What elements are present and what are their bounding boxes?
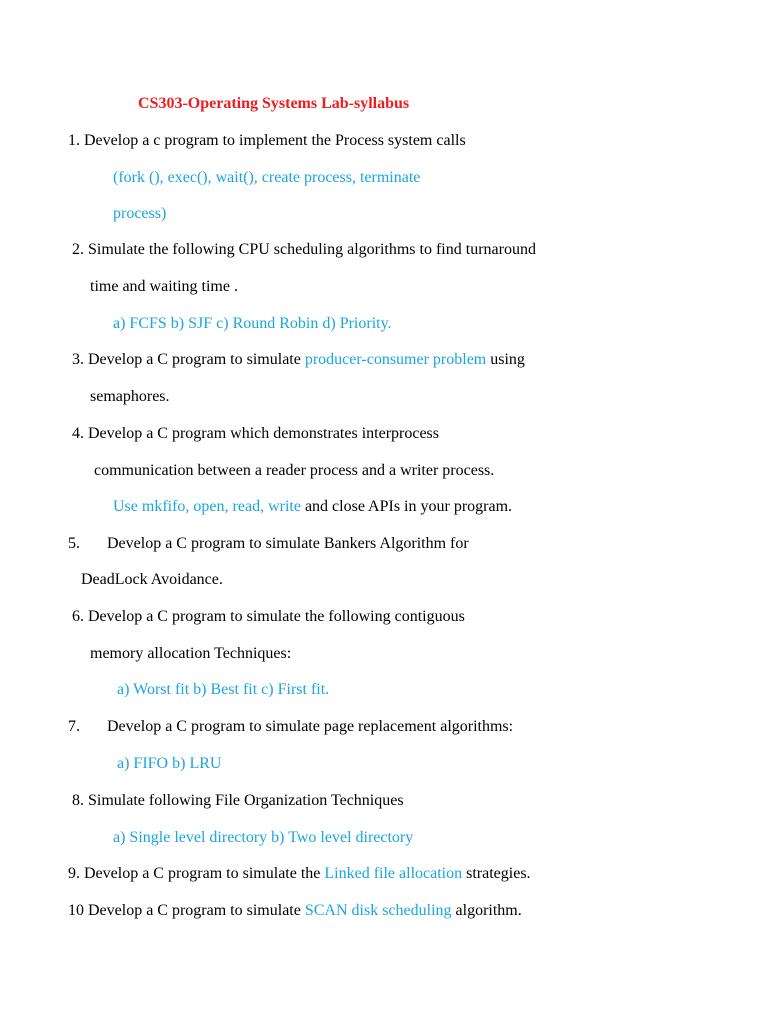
item-3-text-pre: 3. Develop a C program to simulate	[72, 351, 305, 368]
item-10-highlight: SCAN disk scheduling	[304, 902, 452, 919]
item-4-line-1: 4. Develop a C program which demonstrates interprocess	[72, 425, 440, 442]
item-4-line-2: communication between a reader process and a writer process.	[94, 462, 495, 479]
item-7-text: Develop a C program to simulate page replacement algorithms:	[107, 718, 514, 735]
item-10-text-post: algorithm.	[451, 902, 522, 919]
page-title: CS303-Operating Systems Lab-syllabus	[138, 95, 410, 112]
item-8-highlight: a) Single level directory b) Two level directory	[113, 829, 414, 846]
item-5-number: 5.	[68, 535, 80, 552]
item-3-line-2: semaphores.	[90, 388, 170, 405]
item-1-text: 1. Develop a c program to implement the Process system calls	[68, 132, 466, 149]
item-4-text-post: and close APIs in your program.	[300, 498, 513, 515]
item-8-line-1: 8. Simulate following File Organization Techniques	[72, 792, 404, 809]
item-10-text-pre: 10 Develop a C program to simulate	[68, 902, 305, 919]
item-3-line-1	[72, 350, 525, 370]
item-4-highlight: Use mkfifo, open, read, write	[113, 498, 301, 515]
item-7-highlight: a) FIFO b) LRU	[117, 755, 222, 772]
item-3-highlight: producer-consumer problem	[304, 351, 487, 368]
item-4-line-3	[113, 497, 512, 517]
item-10-line	[68, 901, 522, 921]
item-9-line	[68, 864, 531, 884]
item-2-line-1: 2. Simulate the following CPU scheduling algorithms to find turnaround	[72, 241, 536, 258]
item-5-line-2: DeadLock Avoidance.	[81, 571, 223, 588]
item-9-text-post: strategies.	[462, 865, 531, 882]
item-1-highlight-a: (fork (), exec(), wait(), create process, terminate	[113, 169, 421, 186]
item-2-highlight: a) FCFS b) SJF c) Round Robin d) Priority.	[113, 315, 392, 332]
item-3-text-post: using	[486, 351, 525, 368]
item-1-highlight-b: process)	[113, 205, 167, 222]
item-7-number: 7.	[68, 718, 80, 735]
item-9-highlight: Linked file allocation	[324, 865, 463, 882]
item-6-line-1: 6. Develop a C program to simulate the following contiguous	[72, 608, 465, 625]
item-6-line-2: memory allocation Techniques:	[90, 645, 292, 662]
item-5-text: Develop a C program to simulate Bankers Algorithm for	[107, 535, 469, 552]
item-6-highlight: a) Worst fit b) Best fit c) First fit.	[117, 681, 330, 698]
item-9-text-pre: 9. Develop a C program to simulate the	[68, 865, 325, 882]
item-2-line-2: time and waiting time .	[90, 278, 238, 295]
